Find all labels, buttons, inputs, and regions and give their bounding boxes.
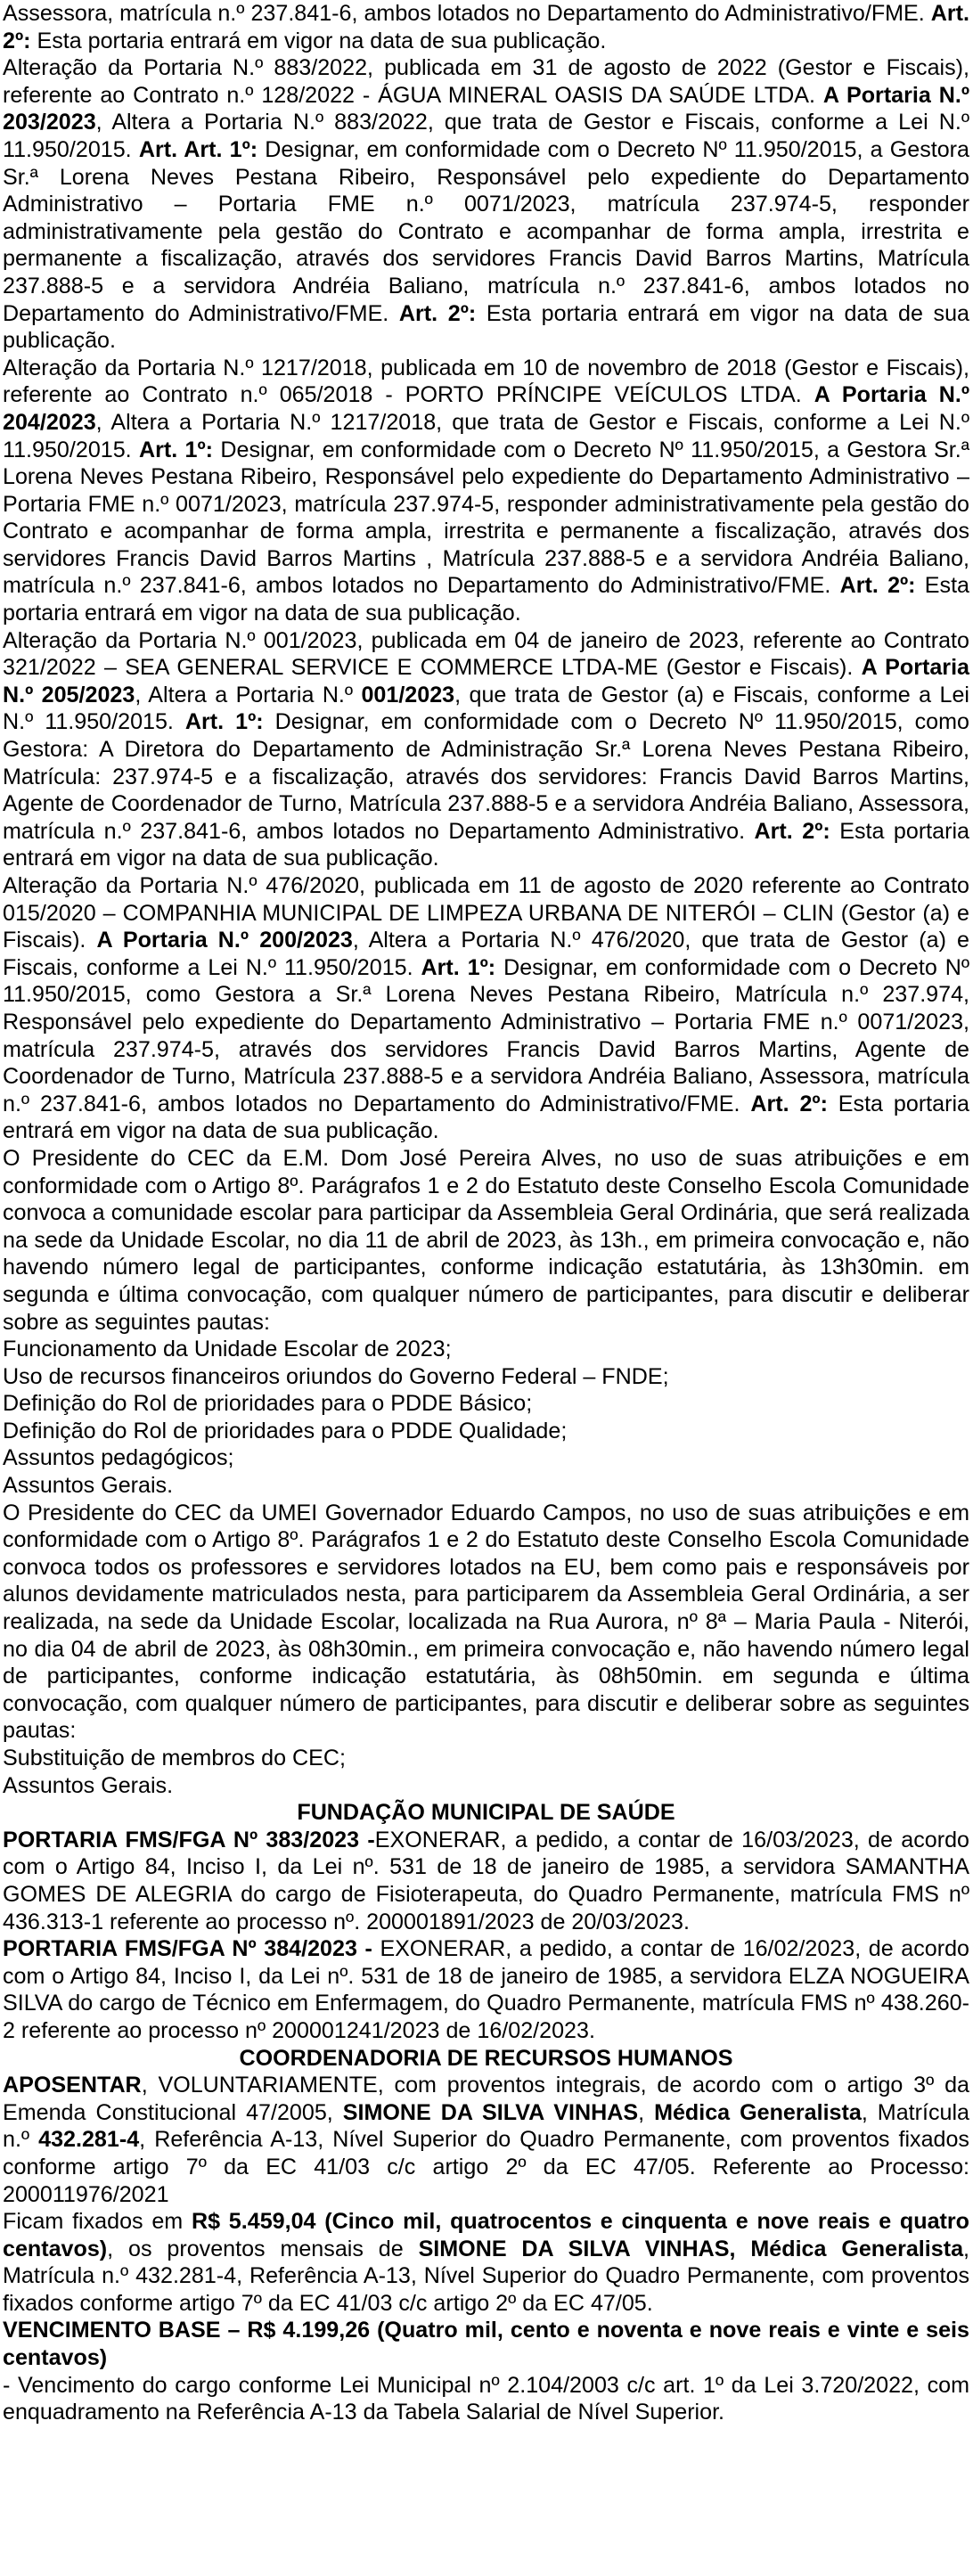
document-paragraph: Definição do Rol de prioridades para o PDDE Básico; bbox=[3, 1391, 533, 1417]
document-paragraph: Assuntos Gerais. bbox=[3, 1473, 174, 1499]
document-paragraph: Assessora, matrícula n.º 237.841-6, ambos lotados no Departamento do Administrativo/FME. Art. 2º: Esta portaria entrará em vigor na data de sua publicação. bbox=[3, 1, 969, 53]
bold-run: 432.281-4 bbox=[38, 2127, 140, 2153]
document-paragraph: APOSENTAR, VOLUNTARIAMENTE, com proventos integrais, de acordo com o artigo 3º da Emenda Constitucional 47/2005, SIMONE DA SILVA VINHAS, Médica Generalista, Matrícula n.º 432.281-4, Referência A-13, Nível Superior do Quadro Permanente, com proventos fixados conforme artigo 7º da EC 41/03 c/c artigo 2º da EC 47/05. Referente ao Processo: 200011976/2021 bbox=[3, 2073, 969, 2207]
document-paragraph: PORTARIA FMS/FGA Nº 383/2023 -EXONERAR, a pedido, a contar de 16/03/2023, de acordo com o Artigo 84, Inciso I, da Lei nº. 531 de 18 de janeiro de 1985, a servidora SAMANTHA GOMES DE ALEGRIA do cargo de Fisioterapeuta, do Quadro Permanente, matrícula FMS nº 436.313-1 referente ao processo nº. 200001891/2023 de 20/03/2023. bbox=[3, 1827, 969, 1934]
document-paragraph: Alteração da Portaria N.º 476/2020, publicada em 11 de agosto de 2020 referente ao Contrato 015/2020 – COMPANHIA MUNICIPAL DE LIMPEZA URBANA DE NITERÓI – CLIN (Gestor (a) e Fiscais). A Portaria N.º 200/2023, Altera a Portaria N.º 476/2020, que trata de Gestor (a) e Fiscais, conforme a Lei N.º 11.950/2015. Art. 1º: Designar, em conformidade com o Decreto Nº 11.950/2015, como Gestora a Sr.ª Lorena Neves Pestana Ribeiro, Matrícula n.º 237.974, Responsável pelo expediente do Departamento Administrativo – Portaria FME n.º 0071/2023, matrícula 237.974-5, através dos servidores Francis David Barros Martins, Agente de Coordenador de Turno, Matrícula 237.888-5 e a servidora Andréia Baliano, Assessora, matrícula n.º 237.841-6, ambos lotados no Departamento do Administrativo/FME. Art. 2º: Esta portaria entrará em vigor na data de sua publicação. bbox=[3, 873, 970, 1144]
document-paragraph: Definição do Rol de prioridades para o PDDE Qualidade; bbox=[3, 1418, 568, 1443]
bold-run: PORTARIA FMS/FGA Nº 384/2023 - bbox=[3, 1936, 372, 1962]
document-paragraph: Alteração da Portaria N.º 883/2022, publicada em 31 de agosto de 2022 (Gestor e Fiscais), referente ao Contrato n.º 128/2022 - ÁGUA MINERAL OASIS DA SAÚDE LTDA. A Portaria N.º 203/2023, Altera a Portaria N.º 883/2022, que trata de Gestor e Fiscais, conforme a Lei N.º 11.950/2015. Art. Art. 1º: Designar, em conformidade com o Decreto Nº 11.950/2015, a Gestora Sr.ª Lorena Neves Pestana Ribeiro, Responsável pelo expediente do Departamento Administrativo – Portaria FME n.º 0071/2023, matrícula 237.974-5, responder administrativamente pela gestão do Contrato e acompanhar de forma ampla, irrestrita e permanente a fiscalização, através dos servidores Francis David Barros Martins, Matrícula 237.888-5 e a servidora Andréia Baliano, matrícula n.º 237.841-6, ambos lotados no Departamento do Administrativo/FME. Art. 2º: Esta portaria entrará em vigor na data de sua publicação. bbox=[3, 55, 969, 354]
bold-run: 001/2023 bbox=[361, 682, 455, 707]
bold-run: A Portaria N.º 205/2023 bbox=[3, 655, 969, 707]
document-paragraph: Ficam fixados em R$ 5.459,04 (Cinco mil, quatrocentos e cinquenta e nove reais e quatro centavos), os proventos mensais de SIMONE DA SILVA VINHAS, Médica Generalista, Matrícula n.º 432.281-4, Referência A-13, Nível Superior do Quadro Permanente, com proventos fixados conforme artigo 7º da EC 41/03 c/c artigo 2º da EC 47/05. bbox=[3, 2209, 970, 2316]
bold-run: A Portaria N.º 203/2023 bbox=[3, 82, 969, 135]
bold-run: A Portaria N.º 200/2023 bbox=[96, 928, 353, 953]
bold-run: SIMONE DA SILVA VINHAS, Médica Generalista bbox=[418, 2236, 964, 2261]
document-paragraph: - Vencimento do cargo conforme Lei Municipal nº 2.104/2003 c/c art. 1º da Lei 3.720/2022, com enquadramento na Referência A-13 da Tabela Salarial de Nível Superior. bbox=[3, 2372, 969, 2425]
bold-run: PORTARIA FMS/FGA Nº 383/2023 - bbox=[3, 1827, 375, 1852]
bold-run: Art. 1º: bbox=[421, 954, 496, 980]
bold-run: (Cinco mil, quatrocentos e cinquenta e nove reais e quatro centavos) bbox=[3, 2209, 969, 2261]
document-paragraph: O Presidente do CEC da UMEI Governador Eduardo Campos, no uso de suas atribuições e em conformidade com o Artigo 8º. Parágrafos 1 e 2 do Estatuto deste Conselho Escola Comunidade convoca todos os professores e servidores lotados na EU, bem como pais e responsáveis por alunos devidamente matriculados nesta, para participarem da Assembleia Geral Ordinária, a ser realizada, na sede da Unidade Escolar, localizada na Rua Aurora, nº 8ª – Maria Paula - Niterói, no dia 04 de abril de 2023, às 08h30min., em primeira convocação e, não havendo número legal de participantes, conforme indicação estatutária, às 08h50min. em segunda e última convocação, com qualquer número de participantes, para discutir e deliberar sobre as seguintes pautas: bbox=[3, 1500, 969, 1744]
document-paragraph: Substituição de membros do CEC; bbox=[3, 1746, 346, 1770]
bold-run: Art. 2º: bbox=[398, 300, 477, 326]
section-heading: FUNDAÇÃO MUNICIPAL DE SAÚDE bbox=[297, 1800, 675, 1826]
section-heading: COORDENADORIA DE RECURSOS HUMANOS bbox=[239, 2045, 733, 2071]
bold-run: Art. 2º: bbox=[839, 573, 916, 599]
bold-run: Art. 1º: bbox=[184, 709, 264, 735]
bold-run: Art. 2º: bbox=[750, 1091, 828, 1116]
document-paragraph: PORTARIA FMS/FGA Nº 384/2023 - EXONERAR, a pedido, a contar de 16/02/2023, de acordo com o Artigo 84, Inciso I, da Lei nº. 531 de 18 de janeiro de 1985, a servidora ELZA NOGUEIRA SILVA do cargo de Técnico em Enfermagem, do Quadro Permanente, matrícula FMS nº 438.260-2 referente ao processo nº 200001241/2023 de 16/02/2023. bbox=[3, 1936, 969, 2043]
document-paragraph: O Presidente do CEC da E.M. Dom José Pereira Alves, no uso de suas atribuições e em conformidade com o Artigo 8º. Parágrafos 1 e 2 do Estatuto deste Conselho Escola Comunidade convoca a comunidade escolar para participar da Assembleia Geral Ordinária, que será realizada na sede da Unidade Escolar, no dia 11 de abril de 2023, às 13h., em primeira convocação e, não havendo número legal de participantes, conforme indicação estatutária, às 13h30min. em segunda e última convocação, com qualquer número de participantes, para discutir e deliberar sobre as seguintes pautas: bbox=[3, 1145, 969, 1335]
bold-run: Art. 1º: bbox=[139, 437, 214, 462]
bold-run: Médica Generalista bbox=[654, 2099, 862, 2125]
document-paragraph: Funcionamento da Unidade Escolar de 2023; bbox=[3, 1337, 452, 1362]
document-paragraph: Alteração da Portaria N.º 1217/2018, publicada em 10 de novembro de 2018 (Gestor e Fiscais), referente ao Contrato n.º 065/2018 - PORTO PRÍNCIPE VEÍCULOS LTDA. A Portaria N.º 204/2023, Altera a Portaria N.º 1217/2018, que trata de Gestor e Fiscais, conforme a Lei N.º 11.950/2015. Art. 1º: Designar, em conformidade com o Decreto Nº 11.950/2015, a Gestora Sr.ª Lorena Neves Pestana Ribeiro, Responsável pelo expediente do Departamento Administrativo – Portaria FME n.º 0071/2023, matrícula 237.974-5, responder administrativamente pela gestão do Contrato e acompanhar de forma ampla, irrestrita e permanente a fiscalização, através dos servidores Francis David Barros Martins , Matrícula 237.888-5 e a servidora Andréia Baliano, matrícula n.º 237.841-6, ambos lotados no Departamento do Administrativo/FME. Art. 2º: Esta portaria entrará em vigor na data de sua publicação. bbox=[3, 355, 970, 626]
document-paragraph: Uso de recursos financeiros oriundos do Governo Federal – FNDE; bbox=[3, 1363, 669, 1389]
bold-run: SIMONE DA SILVA VINHAS bbox=[342, 2099, 639, 2125]
document-paragraph: Alteração da Portaria N.º 001/2023, publicada em 04 de janeiro de 2023, referente ao Contrato 321/2022 – SEA GENERAL SERVICE E COMMERCE LTDA-ME (Gestor e Fiscais). A Portaria N.º 205/2023, Altera a Portaria N.º 001/2023, que trata de Gestor (a) e Fiscais, conforme a Lei N.º 11.950/2015. Art. 1º: Designar, em conformidade com o Decreto Nº 11.950/2015, como Gestora: A Diretora do Departamento de Administração Sr.ª Lorena Neves Pestana Ribeiro, Matrícula: 237.974-5 e a fiscalização, através dos servidores: Francis David Barros Martins, Agente de Coordenador de Turno, Matrícula 237.888-5 e a servidora Andréia Baliano, Assessora, matrícula n.º 237.841-6, ambos lotados no Departamento Administrativo. Art. 2º: Esta portaria entrará em vigor na data de sua publicação. bbox=[3, 627, 969, 871]
bold-run: R$ 5.459,04 bbox=[191, 2209, 316, 2235]
bold-run: APOSENTAR bbox=[3, 2073, 142, 2098]
bold-run: Art. 2º: bbox=[3, 1, 969, 53]
bold-run: Art. Art. 1º: bbox=[138, 136, 258, 162]
bold-run: Art. 2º: bbox=[754, 818, 830, 844]
bold-run: A Portaria N.º 204/2023 bbox=[3, 382, 970, 435]
document-paragraph: Assuntos pedagógicos; bbox=[3, 1445, 234, 1471]
document-paragraph: Assuntos Gerais. bbox=[3, 1772, 174, 1798]
document-paragraph bbox=[3, 2317, 969, 2371]
bold-run: VENCIMENTO BASE – R$ 4.199,26 (Quatro mil, cento e noventa e nove reais e vinte e seis centavos) bbox=[3, 2318, 969, 2371]
